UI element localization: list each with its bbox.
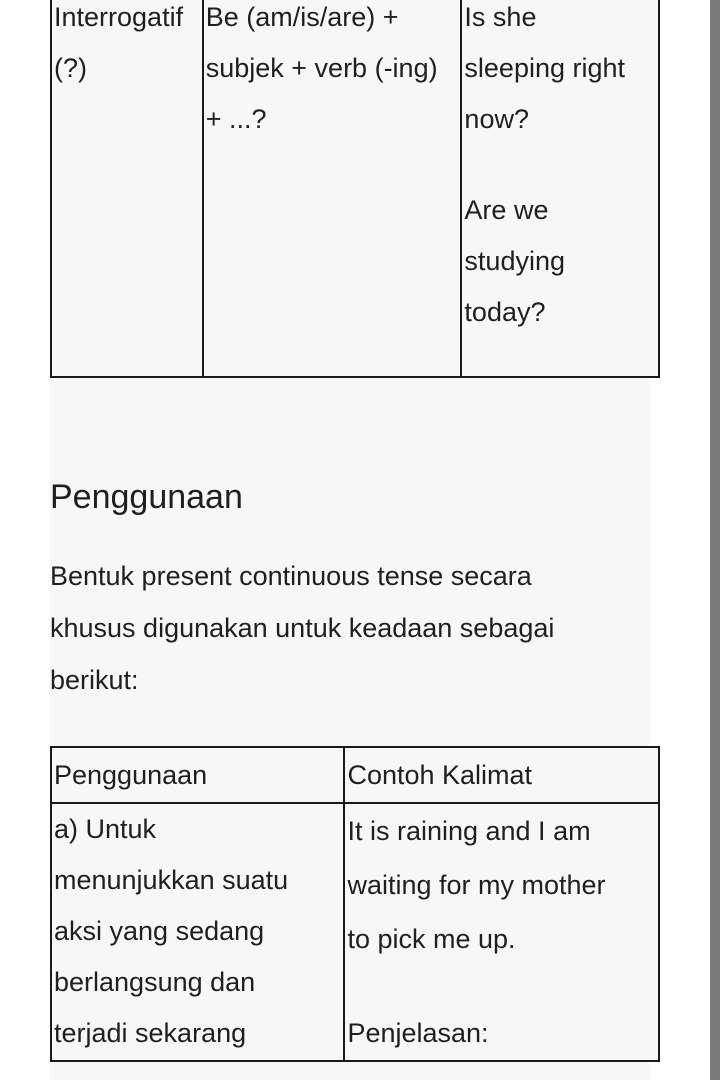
usage-table — [50, 746, 660, 1062]
explanation-label: Penjelasan: — [347, 1018, 489, 1048]
header-example: Contoh Kalimat — [344, 747, 659, 803]
example-sentence-cell: It is raining and I am waiting for my mother to pick me up. Penjelasan: — [344, 803, 659, 1061]
section-paragraph: Bentuk present continuous tense secara khusus digunakan untuk keadaan sebagai berikut: — [50, 561, 555, 695]
usage-cell: a) Untuk menunjukkan suatu aksi yang sedang berlangsung dan terjadi sekarang — [51, 803, 344, 1061]
formula-table — [50, 0, 660, 378]
scrollbar[interactable] — [710, 0, 720, 1080]
formula-cell: Be (am/is/are) + subjek + verb (-ing) + ...? — [203, 0, 462, 377]
table-row — [51, 803, 659, 1061]
header-usage: Penggunaan — [51, 747, 344, 803]
table-row — [51, 0, 659, 377]
table-header-row — [51, 747, 659, 803]
example-cell: Is she sleeping right now? Are we studying today? — [461, 0, 659, 377]
section-heading: Penggunaan — [50, 478, 243, 516]
sentence-type-cell: Interrogatif (?) — [51, 0, 203, 377]
